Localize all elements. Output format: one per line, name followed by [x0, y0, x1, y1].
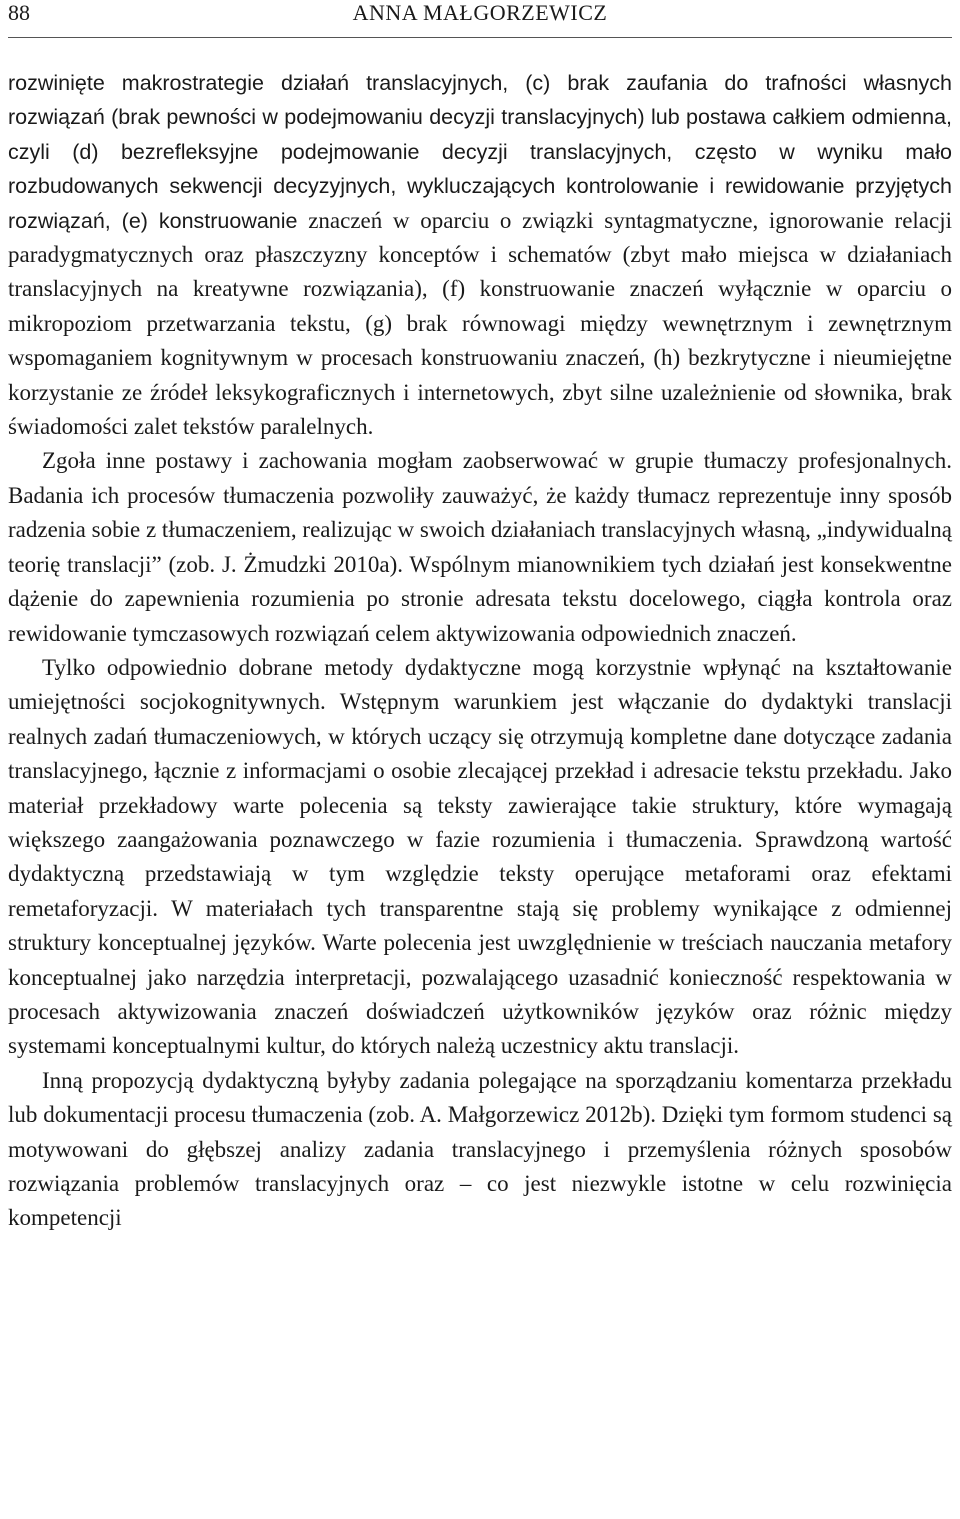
running-head	[8, 0, 952, 26]
paragraph-1	[8, 66, 952, 444]
paragraph-1-rest: znaczeń w oparciu o związki syntagmatyczne, ignorowanie relacji paradygmatycznych oraz płaszczyzny konceptów i schematów (zbyt mało miejsca w działaniach translacyjnych na kreatywne rozwiązania), (f) konstruowanie znaczeń wyłącznie w oparciu o mikropoziom przetwarzania tekstu, (g) brak równowagi między wewnętrznym i zewnętrznym wspomaganiem kognitywnym w procesach konstruowaniu znaczeń, (h) bezkrytyczne i nieumiejętne korzystanie ze źródeł leksykograficznych i internetowych, zbyt silne uzależnienie od słownika, brak świadomości zalet tekstów paralelnych.	[8, 207, 952, 440]
paragraph-1-lead: rozwinięte makrostrategie działań translacyjnych, (c) brak zaufania do trafności własnych rozwiązań (brak pewności w podejmowaniu decyzji translacyjnych) lub postawa całkiem odmienna, czyli (d) bezrefleksyjne podejmowanie decyzji translacyjnych, często w wyniku mało rozbudowanych sekwencji decyzyjnych, wykluczających kontrolowanie i rewidowanie przyjętych rozwiązań, (e) konstruowanie	[8, 71, 952, 233]
paragraph-2: Zgoła inne postawy i zachowania mogłam zaobserwować w grupie tłumaczy profesjonalnych. Badania ich procesów tłumaczenia pozwoliły zauważyć, że każdy tłumacz reprezentuje inny sposób radzenia sobie z tłumaczeniem, realizując w swoich działaniach translacyjnych własną, „indywidualną teorię translacji” (zob. J. Żmudzki 2010a). Wspólnym mianownikiem tych działań jest konsekwentne dążenie do zapewnienia rozumienia po stronie adresata tekstu docelowego, ciągła kontrola oraz rewidowanie tymczasowych rozwiązań celem aktywizowania odpowiednich znaczeń.	[8, 448, 952, 646]
paragraph-3: Tylko odpowiednio dobrane metody dydaktyczne mogą korzystnie wpłynąć na kształtowanie umiejętności socjokognitywnych. Wstępnym warunkiem jest włączanie do dydaktyki translacji realnych zadań tłumaczeniowych, w których uczący się otrzymują kompletne dane dotyczące zadania translacyjnego, łącznie z informacjami o osobie zlecającej przekład i adresacie tekstu przekładu. Jako materiał przekładowy warte polecenia są teksty zawierające takie struktury, które wymagają większego zaangażowania poznawczego w fazie rozumienia i tłumaczenia. Sprawdzoną wartość dydaktyczną przedstawiają w tym względzie teksty operujące metaforami oraz efektami remetaforyzacji. W materiałach tych transparentne stają się problemy wynikające z odmiennej struktury konceptualnej języków. Warte polecenia jest uwzględnienie w treściach nauczania metafory konceptualnej jako narzędzia interpretacji, pozwalającego uzasadnić konieczność respektowania w procesach aktywizowania znaczeń doświadczeń użytkowników języków oraz różnic między systemami konceptualnymi kultur, do których należą uczestnicy aktu translacji.	[8, 654, 952, 1059]
page-number: 88	[8, 0, 30, 25]
paragraph-4: Inną propozycją dydaktyczną byłyby zadania polegające na sporządzaniu komentarza przekładu lub dokumentacji procesu tłumaczenia (zob. A. Małgorzewicz 2012b). Dzięki tym formom studenci są motywowani do głębszej analizy zadania translacyjnego i przemyślenia różnych sposobów rozwiązania problemów translacyjnych oraz – co jest niezwykle istotne w celu rozwinięcia kompetencji	[8, 1067, 952, 1231]
header-rule	[8, 37, 952, 38]
body-text	[8, 66, 952, 1236]
running-title: ANNA MAŁGORZEWICZ	[352, 0, 608, 25]
